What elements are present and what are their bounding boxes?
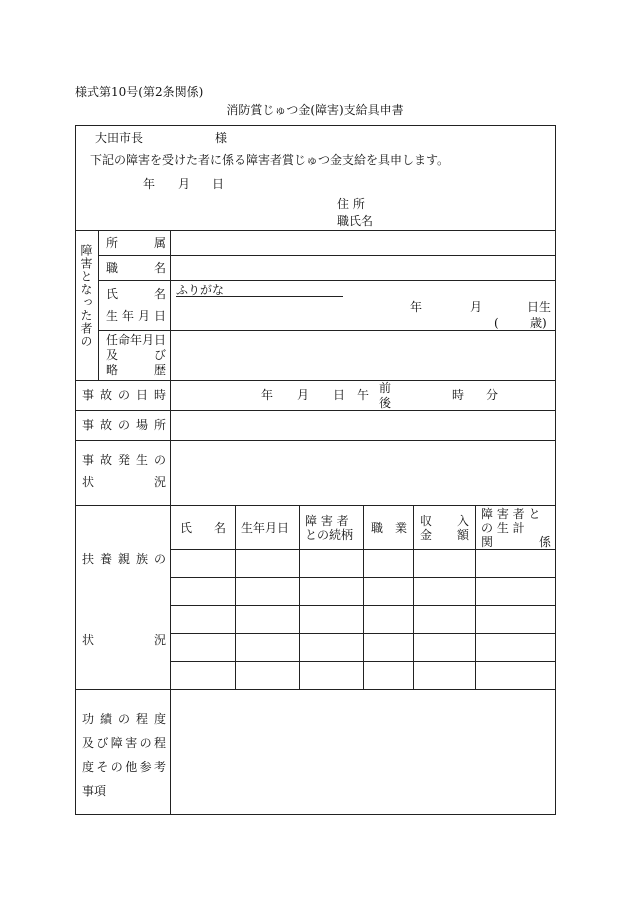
birth-year-label: 年 <box>410 300 423 314</box>
dependents-header-income-2: 金 額 <box>420 528 469 542</box>
date-year-label: 年 <box>143 177 156 191</box>
dependents-col-line <box>413 505 414 689</box>
dependents-header-livelihood-2: の 生 計 <box>481 521 525 535</box>
dependents-col-line <box>235 505 236 689</box>
accident-am-label: 前 <box>379 381 392 395</box>
document-title: 消防賞じゅつ金(障害)支給具申書 <box>226 103 404 117</box>
accident-place-label: 事故の場所 <box>82 418 166 432</box>
accident-pm-label: 後 <box>379 396 392 410</box>
side-label-divider <box>98 230 99 380</box>
accident-day-label: 日 <box>333 388 346 402</box>
birth-month-label: 月 <box>470 300 483 314</box>
date-day-label: 日 <box>212 177 225 191</box>
dependents-header-occupation: 職 業 <box>371 521 407 535</box>
accident-datetime-label: 事故の日時 <box>82 388 166 402</box>
merit-label-line-3: 度その他参考 <box>82 760 166 774</box>
dependents-header-relation: 障 害 者 <box>305 514 349 528</box>
dependents-col-line <box>363 505 364 689</box>
name-label: 氏 名 <box>106 287 166 301</box>
person-side-label: 障害となった者の <box>79 244 93 348</box>
furigana-underline <box>176 296 343 297</box>
accident-minute-label: 分 <box>486 388 499 402</box>
accident-circumstance-label-2: 状 況 <box>82 475 166 489</box>
accident-hour-label: 時 <box>452 388 465 402</box>
position-label: 職 名 <box>106 261 166 275</box>
accident-circumstance-label: 事故発生の <box>82 453 166 467</box>
dependents-header-livelihood-3: 関 係 <box>481 535 551 549</box>
career-label: 略 歴 <box>106 363 166 377</box>
divider-affiliation <box>98 255 556 256</box>
applicant-name-label: 職氏名 <box>337 214 374 228</box>
affiliation-label: 所 属 <box>106 236 166 250</box>
divider-person <box>75 380 556 381</box>
birth-date-label: 生年月日 <box>106 309 166 323</box>
divider-dependents <box>75 689 556 690</box>
accident-month-label: 月 <box>297 388 310 402</box>
address-label: 住 所 <box>337 197 365 211</box>
merit-label-line-2: 及び障害の程 <box>82 736 166 750</box>
divider-name <box>98 330 556 331</box>
divider-intro <box>75 230 556 231</box>
honorific: 様 <box>215 131 228 145</box>
dependents-header-name: 氏 名 <box>180 521 226 535</box>
accident-year-label: 年 <box>261 388 274 402</box>
divider-position <box>98 280 556 281</box>
age-open: ( <box>494 316 499 330</box>
merit-label-line-1: 功績の程度 <box>82 712 166 726</box>
divider-circumstance <box>75 505 556 506</box>
dependents-header-income: 収 入 <box>420 514 469 528</box>
appointment-and-label: 及 び <box>106 348 166 362</box>
dependents-header-relation-2: との続柄 <box>305 528 354 542</box>
birth-day-label: 日生 <box>527 300 552 314</box>
appointment-label: 任命年月日 <box>106 333 167 347</box>
dependents-label-2: 状 況 <box>82 633 166 647</box>
divider-place <box>75 440 556 441</box>
statement: 下記の障害を受けた者に係る障害者賞じゅつ金支給を具申します。 <box>90 153 450 167</box>
date-month-label: 月 <box>178 177 191 191</box>
dependents-header-livelihood: 障 害 者 と <box>481 507 541 521</box>
divider-datetime <box>75 410 556 411</box>
dependents-col-line <box>475 505 476 689</box>
label-column-divider <box>170 230 171 815</box>
addressee: 大田市長 <box>95 131 144 145</box>
dependents-col-line <box>299 505 300 689</box>
form-number: 様式第10号(第2条関係) <box>75 85 204 99</box>
accident-ampm-prefix: 午 <box>357 388 370 402</box>
merit-label-line-4: 事項 <box>82 784 107 798</box>
age-label: 歳) <box>530 316 547 330</box>
dependents-header-birth: 生年月日 <box>241 521 290 535</box>
furigana-label: ふりがな <box>176 283 225 297</box>
dependents-label: 扶養親族の <box>82 552 166 566</box>
